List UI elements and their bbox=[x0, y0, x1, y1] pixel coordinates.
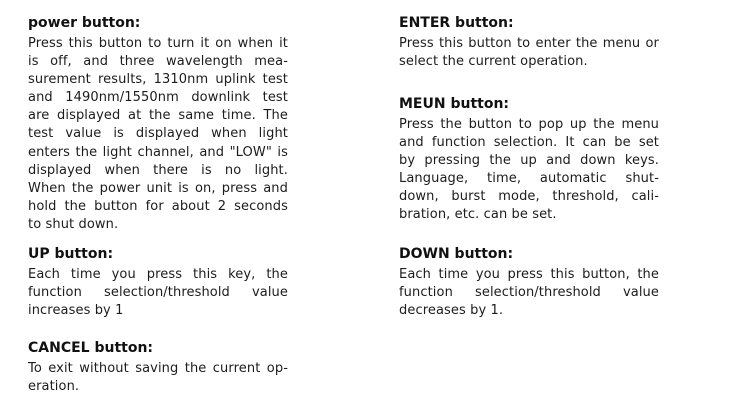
enter-button-text-line: Press this button to enter the menu or bbox=[399, 36, 659, 51]
power-button-text-line: test value is displayed when light bbox=[28, 126, 288, 142]
cancel-button-text-line: eration. bbox=[28, 379, 80, 395]
meun-button-section bbox=[399, 95, 659, 225]
meun-button-text-line: Press the button to pop up the menu bbox=[399, 117, 659, 132]
cancel-button-heading: CANCEL button: bbox=[28, 340, 154, 356]
up-button-section bbox=[28, 245, 288, 320]
power-button-text-line: displayed when there is no light. bbox=[28, 162, 288, 178]
meun-button-text-line: down, burst mode, threshold, cali- bbox=[399, 189, 659, 205]
up-button-text-line: increases by 1 bbox=[28, 303, 124, 319]
down-button-text-line: decreases by 1. bbox=[399, 303, 504, 319]
power-button-text-line: enters the light channel, and "LOW" is bbox=[28, 144, 288, 160]
down-button-heading: DOWN button: bbox=[399, 246, 514, 262]
meun-button-text-line: bration, etc. can be set. bbox=[399, 207, 557, 223]
down-button-text-line: function selection/threshold value bbox=[399, 285, 659, 301]
power-button-text-line: and 1490nm/1550nm downlink test bbox=[28, 90, 288, 106]
power-button-heading: power button: bbox=[28, 15, 141, 31]
enter-button-heading: ENTER button: bbox=[399, 15, 514, 31]
enter-button-section bbox=[399, 14, 659, 71]
meun-button-text-line: and function selection. It can be set bbox=[399, 135, 659, 151]
meun-button-text-line: Language, time, automatic shut- bbox=[399, 171, 659, 187]
power-button-text-line: hold the button for about 2 seconds bbox=[28, 198, 288, 214]
down-button-section bbox=[399, 245, 659, 320]
up-button-text-line: function selection/threshold value bbox=[28, 285, 288, 301]
power-button-text-line: surement results, 1310nm uplink test bbox=[28, 72, 288, 88]
up-button-text-line: Each time you press this key, the bbox=[28, 267, 288, 282]
power-button-text-line: Press this button to turn it on when it bbox=[28, 36, 288, 51]
cancel-button-text-line: To exit without saving the current op- bbox=[28, 361, 288, 376]
enter-button-text-line: select the current operation. bbox=[399, 54, 588, 70]
power-button-text-line: is off, and three wavelength mea- bbox=[28, 54, 288, 70]
power-button-section bbox=[28, 14, 288, 234]
power-button-text-line: are displayed at the same time. The bbox=[28, 108, 288, 124]
down-button-text-line: Each time you press this button, the bbox=[399, 267, 659, 282]
power-button-text-line: When the power unit is on, press and bbox=[28, 180, 288, 196]
meun-button-text-line: by pressing the up and down keys. bbox=[399, 153, 659, 169]
power-button-text-line: to shut down. bbox=[28, 216, 119, 232]
cancel-button-section bbox=[28, 339, 288, 396]
up-button-heading: UP button: bbox=[28, 246, 114, 262]
meun-button-heading: MEUN button: bbox=[399, 96, 510, 112]
